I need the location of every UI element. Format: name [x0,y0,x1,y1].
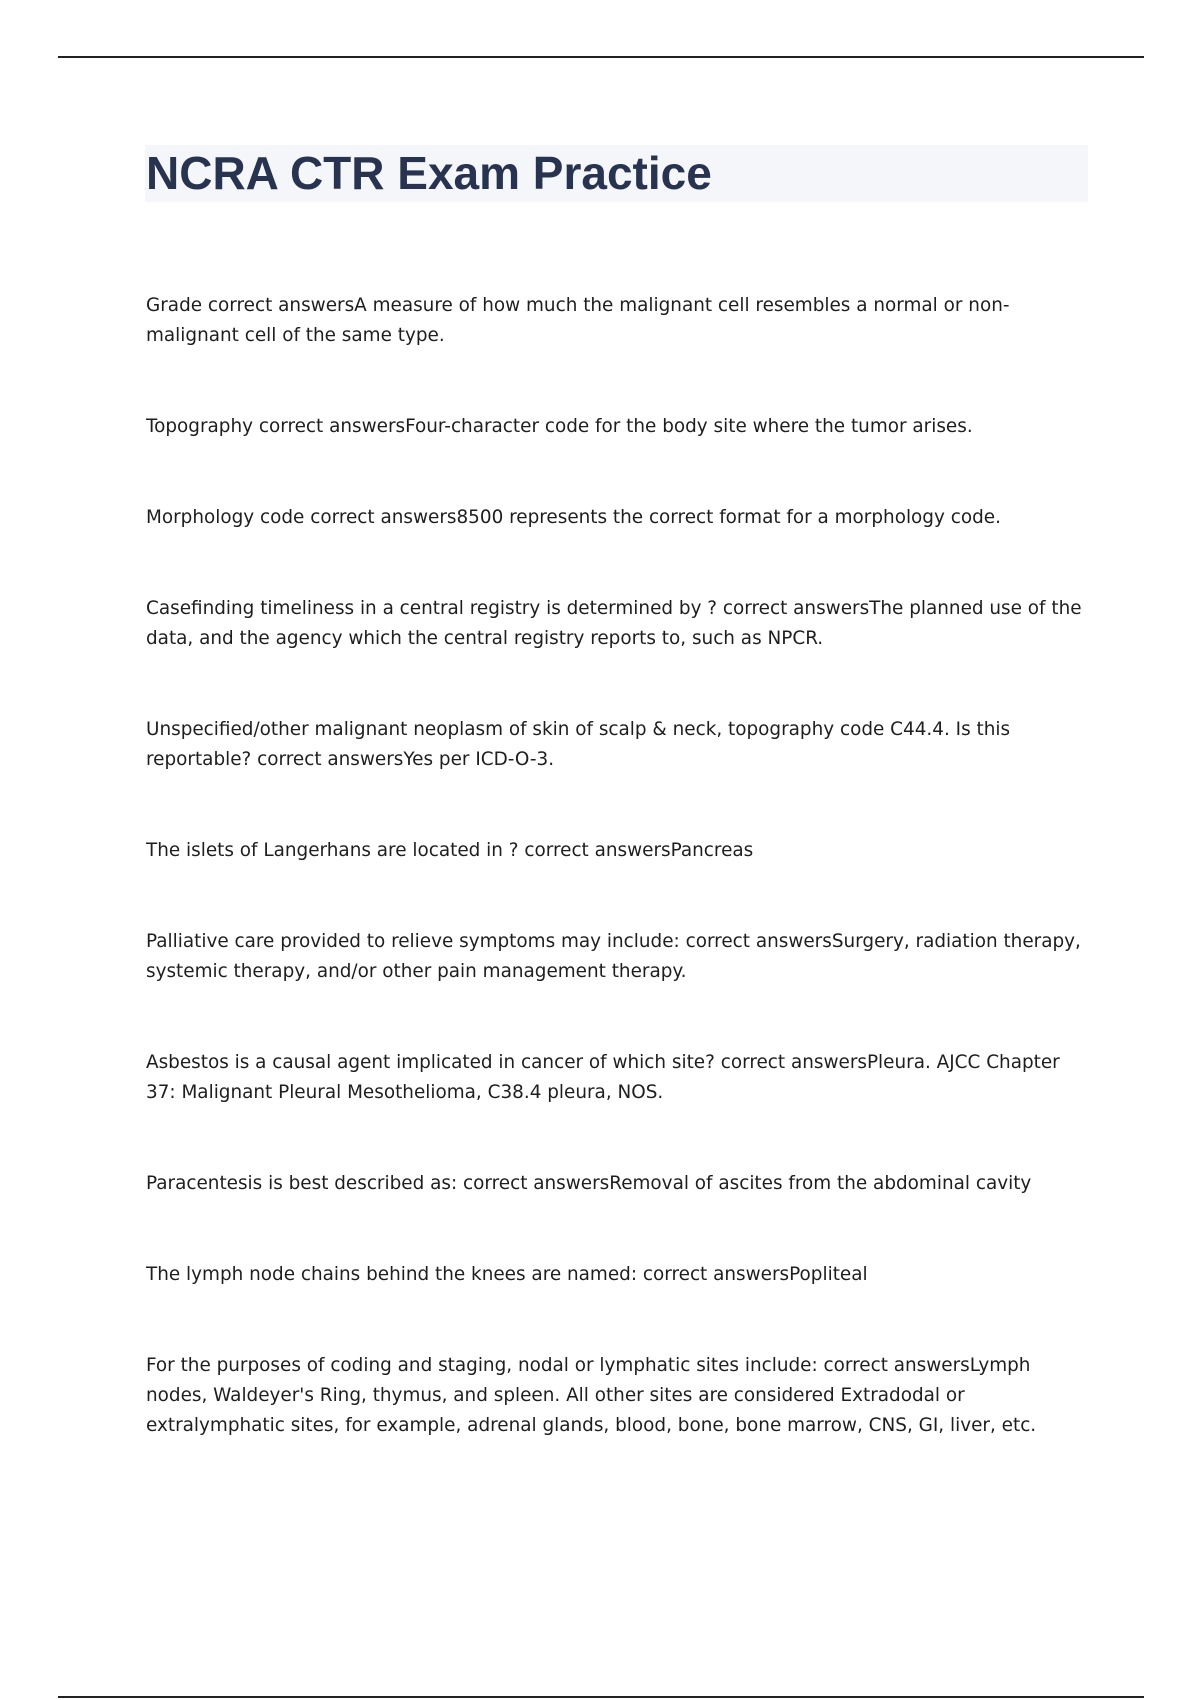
qa-item-popliteal-lymph-nodes: The lymph node chains behind the knees are named: correct answersPopliteal [146,1264,868,1285]
qa-item-palliative-care: Palliative care provided to relieve symptoms may include: correct answersSurgery, radiation therapy, systemic therapy, and/or other pain management therapy. [146,931,1081,982]
qa-list [146,291,1086,1502]
qa-item-asbestos: Asbestos is a causal agent implicated in cancer of which site? correct answersPleura. AJCC Chapter 37: Malignant Pleural Mesothelioma, C38.4 pleura, NOS. [146,1052,1060,1103]
qa-item-morphology-code: Morphology code correct answers8500 represents the correct format for a morphology code. [146,507,1001,528]
qa-item-nodal-lymphatic-sites: For the purposes of coding and staging, nodal or lymphatic sites include: correct answersLymph nodes, Waldeyer's Ring, thymus, and spleen. All other sites are considered Extradodal or extralymphatic sites, for example, adrenal glands, blood, bone, bone marrow, CNS, GI, liver, etc. [146,1355,1037,1436]
top-rule [58,56,1144,58]
qa-item-paracentesis: Paracentesis is best described as: correct answersRemoval of ascites from the abdominal cavity [146,1173,1032,1194]
qa-item-casefinding-timeliness: Casefinding timeliness in a central registry is determined by ? correct answersThe planned use of the data, and the agency which the central registry reports to, such as NPCR. [146,598,1082,649]
page-title: NCRA CTR Exam Practice [146,147,712,199]
bottom-rule [58,1696,1144,1698]
qa-item-skin-scalp-neck: Unspecified/other malignant neoplasm of skin of scalp & neck, topography code C44.4. Is this reportable? correct answersYes per ICD-O-3. [146,719,1011,770]
qa-item-topography: Topography correct answersFour-character code for the body site where the tumor arises. [146,416,973,437]
qa-item-grade: Grade correct answersA measure of how much the malignant cell resembles a normal or non-malignant cell of the same type. [146,295,1010,346]
qa-item-islets-of-langerhans: The islets of Langerhans are located in ? correct answersPancreas [146,840,754,861]
